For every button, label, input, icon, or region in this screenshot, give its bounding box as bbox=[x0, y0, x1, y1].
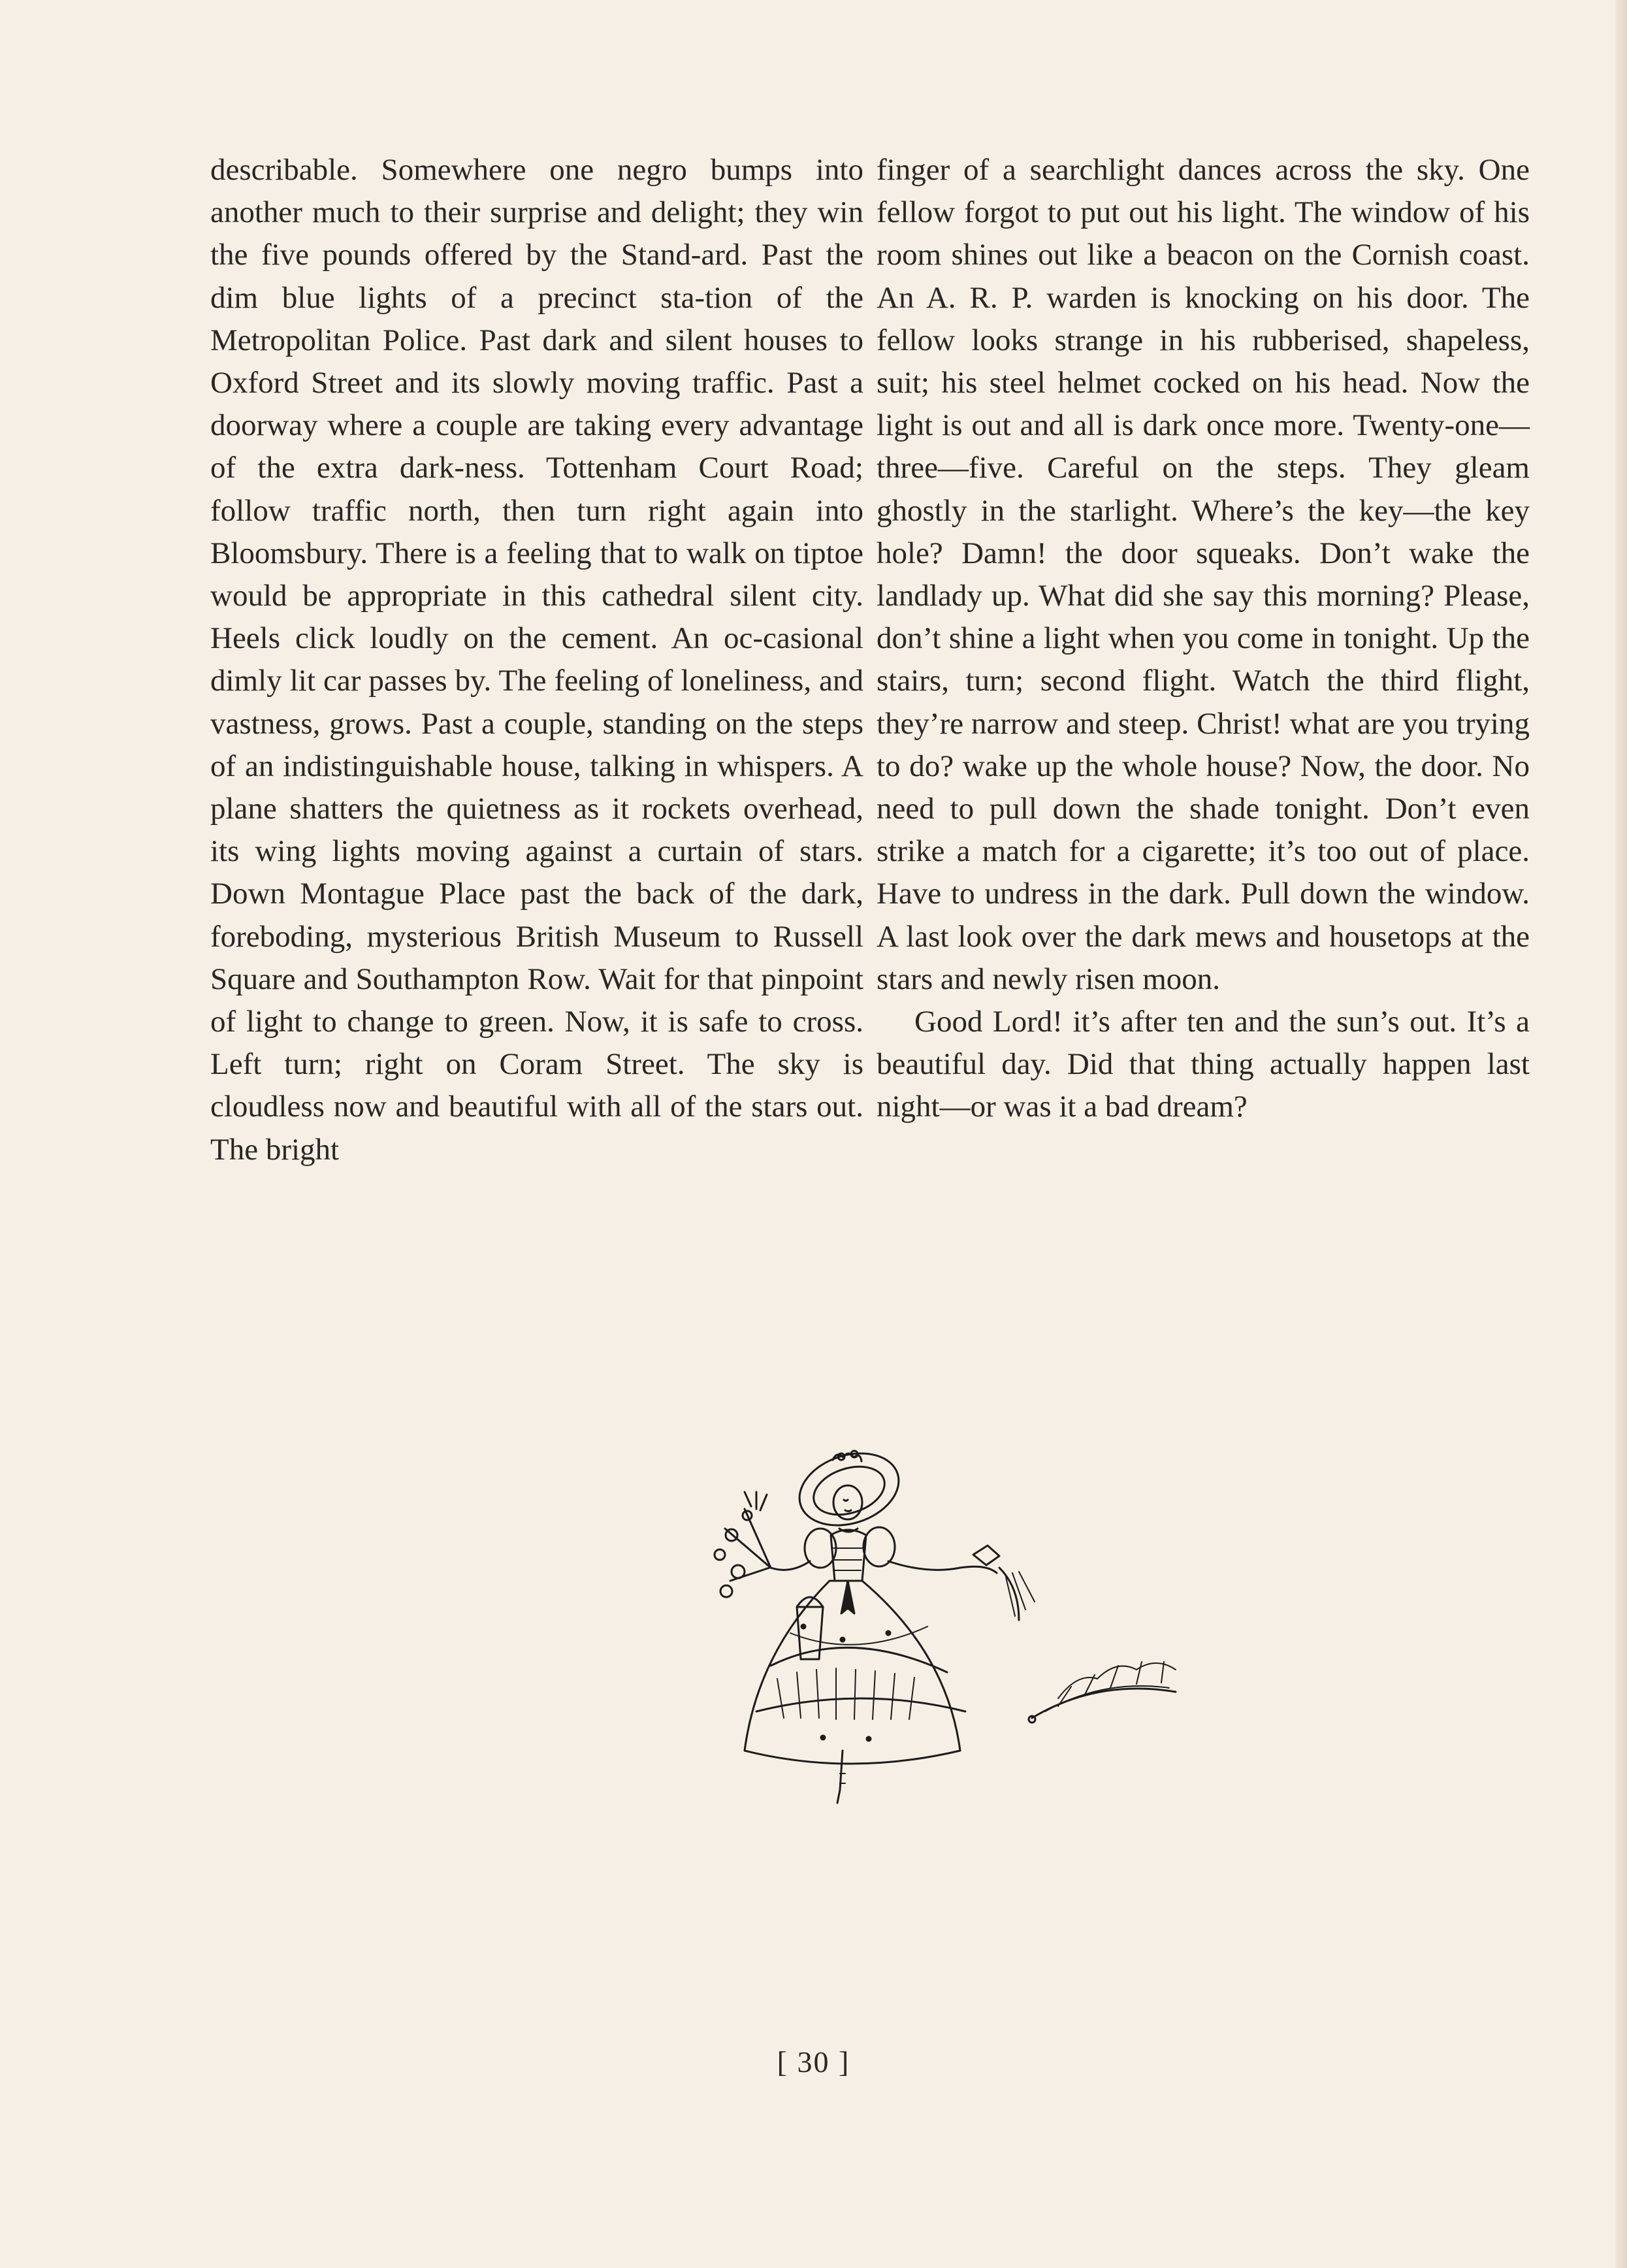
legs-icon bbox=[837, 1751, 845, 1803]
lady-with-fan-illustration bbox=[692, 1437, 1189, 1816]
right-column bbox=[877, 149, 1530, 1129]
right-column-paragraph-1: finger of a searchlight dances across the sky. One fellow forgot to put out his light. The window of his room shines out like a beacon on the Cornish coast. An A. R. P. warden is knocking on his door. The fellow looks strange in his rubberised, shapeless, suit; his steel helmet cocked on his head. Now the light is out and all is dark once more. Twenty-one—three—five. Careful on the steps. They gleam ghostly in the starlight. Where’s the key—the key hole? Damn! the door squeaks. Don’t wake the landlady up. What did she say this morning? Please, don’t shine a light when you come in tonight. Up the stairs, turn; second flight. Watch the third flight, they’re narrow and steep. Christ! what are you trying to do? wake up the whole house? Now, the door. No need to pull down the shade tonight. Don’t even strike a match for a cigarette; it’s too out of place. Have to undress in the dark. Pull down the window. A last look over the dark mews and housetops at the stars and newly risen moon. bbox=[877, 153, 1530, 996]
page-edge bbox=[1615, 0, 1627, 2268]
right-column-paragraph-2: Good Lord! it’s after ten and the sun’s out. It’s a beautiful day. Did that thing actually happen last night—or was it a bad dream? bbox=[877, 1005, 1530, 1124]
fan-icon bbox=[888, 1546, 1176, 1723]
bonnet-icon bbox=[790, 1441, 909, 1537]
skirt-icon bbox=[745, 1581, 965, 1764]
page-number: [ 30 ] bbox=[777, 2045, 850, 2079]
left-column-text: describable. Somewhere one negro bumps into another much to their surprise and delight; they win the five pounds offered by the Stand-ard. Past the dim blue lights of a precinct sta-tion of the Metropolitan Police. Past dark and silent houses to Oxford Street and its slowly moving traffic. Past a doorway where a couple are taking every advantage of the extra dark-ness. Tottenham Court Road; follow traffic north, then turn right again into Bloomsbury. There is a feeling that to walk on tiptoe would be appropriate in this cathedral silent city. Heels click loudly on the cement. An oc-casional dimly lit car passes by. The feeling of loneliness, and vastness, grows. Past a couple, standing on the steps of an indistinguishable house, talking in whispers. A plane shatters the quietness as it rockets overhead, its wing lights moving against a curtain of stars. Down Montague Place past the back of the dark, foreboding, mysterious British Museum to Russell Square and Southampton Row. Wait for that pinpoint of light to change to green. Now, it is safe to cross. Left turn; right on Coram Street. The sky is cloudless now and beautiful with all of the stars out. The bright bbox=[210, 153, 863, 1167]
bouquet-icon bbox=[715, 1492, 823, 1659]
left-column bbox=[210, 149, 863, 1171]
